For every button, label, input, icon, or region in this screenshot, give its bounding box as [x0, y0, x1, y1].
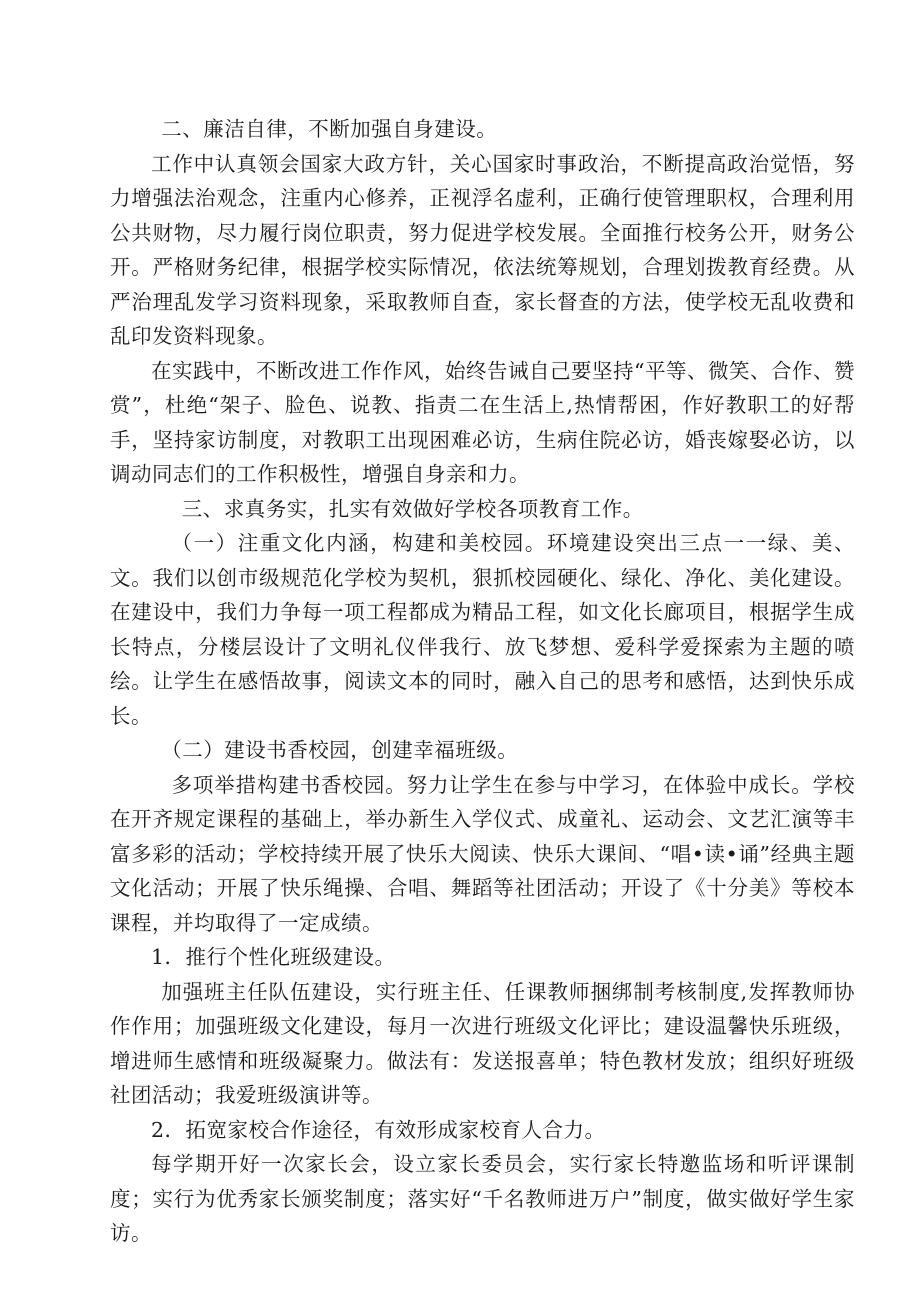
paragraph-home-school: 每学期开好一次家长会，设立家长委员会，实行家长特邀监场和听评课制度；实行为优秀家长颁奖制度；落实好“千名教师进万户”制度，做实做好学生家访。: [110, 1152, 855, 1245]
paragraph-class-building: 加强班主任队伍建设，实行班主任、任课教师捆绑制考核制度,发挥教师协作作用；加强班级文化建设，每月一次进行班级文化评比；建设温馨快乐班级，增进师生感情和班级凝聚力。做法有：发送报喜单；特色教材发放；组织好班级社团活动；我爱班级演讲等。: [110, 979, 855, 1107]
document-body: [110, 112, 855, 1251]
item-heading-home-school: 2．拓宽家校合作途径，有效形成家校育人合力。: [151, 1117, 606, 1142]
item-heading-class-building: 1．推行个性化班级建设。: [151, 945, 396, 969]
paragraph-culture-campus: （一）注重文化内涵，构建和美校园。环境建设突出三点一一绿、美、文。我们以创市级规范化学校为契机，狠抓校园硬化、绿化、净化、美化建设。在建设中，我们力争每一项工程都成为精品工程，如文化长廊项目，根据学生成长特点，分楼层设计了文明礼仪伴我行、放飞梦想、爱科学爱探索为主题的喷绘。让学生在感悟故事，阅读文本的同时，融入自己的思考和感悟，达到快乐成长。: [110, 531, 855, 728]
paragraph-book-campus: 多项举措构建书香校园。努力让学生在参与中学习，在体验中成长。学校在开齐规定课程的基础上，举办新生入学仪式、成童礼、运动会、文艺汇演等丰富多彩的活动；学校持续开展了快乐大阅读、快乐大课间、“唱•读•诵”经典主题文化活动；开展了快乐绳操、合唱、舞蹈等社团活动；开设了《十分美》等校本课程，并均取得了一定成绩。: [110, 772, 855, 935]
section-heading-education-work: 三、求真务实，扎实有效做好学校各项教育工作。: [181, 496, 644, 521]
paragraph-political-awareness: 工作中认真领会国家大政方针，关心国家时事政治，不断提高政治觉悟，努力增强法治观念，注重内心修养，正视浮名虚利，正确行使管理职权，合理利用公共财物，尽力履行岗位职责，努力促进学校发展。全面推行校务公开，财务公开。严格财务纪律，根据学校实际情况，依法统筹规划，合理划拨教育经费。从严治理乱发学习资料现象，采取教师自查，家长督查的方法，使学校无乱收费和乱印发资料现象。: [110, 151, 855, 348]
section-heading-integrity: 二、廉洁自律，不断加强自身建设。: [161, 117, 498, 141]
paragraph-work-style: 在实践中，不断改进工作作风，始终告诫自己要坚持“平等、微笑、合作、赞赏”，杜绝“架子、脸色、说教、指责二在生活上,热情帮困，作好教职工的好帮手，坚持家访制度，对教职工出现困难必访，生病住院必访，婚丧嫁娶必访，以调动同志们的工作积极性，增强自身亲和力。: [110, 358, 855, 486]
subheading-book-campus: （二）建设书香校园，创建幸福班级。: [161, 738, 519, 762]
